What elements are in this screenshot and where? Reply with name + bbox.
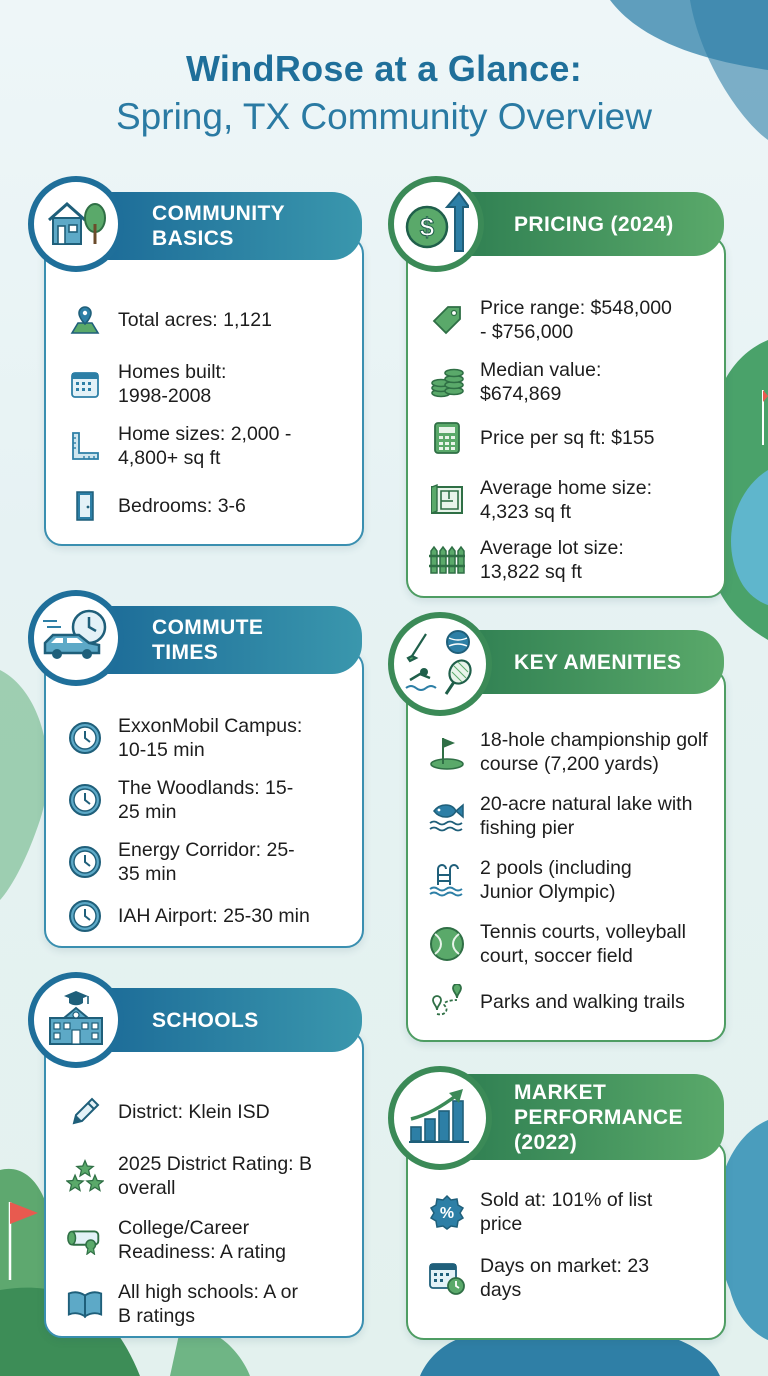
- school-building-icon: [44, 988, 108, 1053]
- homes-built: Homes built: 1998-2008: [118, 361, 227, 407]
- amenities-badge: [388, 612, 492, 716]
- calendar-clock-icon: [428, 1259, 466, 1297]
- tennis-ball-icon: [428, 925, 466, 963]
- diploma-icon: [66, 1221, 104, 1259]
- list-item: [428, 726, 712, 778]
- list-item: [428, 1186, 712, 1238]
- list-item: [66, 298, 350, 342]
- list-item: [66, 1092, 350, 1132]
- days-on-market: Days on market: 23 days: [480, 1255, 650, 1301]
- list-item: [428, 854, 712, 906]
- community-basics-heading: COMMUNITY BASICS: [152, 202, 285, 250]
- floor-plan-icon: [428, 481, 466, 519]
- price-tag-icon: [428, 301, 466, 339]
- market-card: [406, 1140, 726, 1340]
- list-item: [66, 836, 350, 888]
- amenity-trails: Parks and walking trails: [480, 991, 685, 1013]
- schools-heading: SCHOOLS: [152, 1008, 259, 1032]
- price-per-sqft: Price per sq ft: $155: [480, 427, 655, 449]
- pricing-badge: [388, 176, 484, 272]
- average-home-size: Average home size: 4,323 sq ft: [480, 477, 652, 523]
- calculator-icon: [428, 419, 466, 457]
- pricing-header: [458, 192, 724, 256]
- average-lot-size: Average lot size: 13,822 sq ft: [480, 537, 624, 583]
- list-item: [66, 486, 350, 526]
- list-item: [428, 1252, 712, 1304]
- calendar-icon: [66, 365, 104, 403]
- bedrooms: Bedrooms: 3-6: [118, 495, 246, 517]
- amenities-card: [406, 668, 726, 1042]
- school-district: District: Klein ISD: [118, 1101, 270, 1123]
- clock-icon: [66, 781, 104, 819]
- list-item: [66, 360, 350, 408]
- commute-exxonmobil: ExxonMobil Campus: 10-15 min: [118, 715, 303, 761]
- map-pin-icon: [66, 301, 104, 339]
- community-basics-badge: [28, 176, 124, 272]
- list-item: [428, 790, 712, 842]
- list-item: [428, 918, 712, 970]
- bar-chart-arrow-icon: [407, 1087, 473, 1150]
- ruler-square-icon: [66, 427, 104, 465]
- stars-icon: [66, 1157, 104, 1195]
- book-icon: [66, 1285, 104, 1323]
- community-basics-header: [96, 192, 362, 260]
- price-range: Price range: $548,000 - $756,000: [480, 297, 672, 343]
- high-school-ratings: All high schools: A or B ratings: [118, 1281, 298, 1327]
- pricing-card: [406, 236, 726, 598]
- median-value: Median value: $674,869: [480, 359, 602, 405]
- list-item: [66, 422, 350, 470]
- amenity-golf: 18-hole championship golf course (7,200 yards): [480, 729, 708, 775]
- market-badge: [388, 1066, 492, 1170]
- commute-badge: [28, 590, 124, 686]
- amenity-courts: Tennis courts, volleyball court, soccer field: [480, 921, 686, 967]
- list-item: [66, 774, 350, 826]
- page-title: [0, 48, 768, 138]
- amenities-heading: KEY AMENITIES: [514, 650, 682, 674]
- list-item: [428, 534, 712, 586]
- golf-flag-icon: [428, 733, 466, 771]
- list-item: [66, 896, 350, 936]
- fish-icon: [428, 797, 466, 835]
- commute-woodlands: The Woodlands: 15-25 min: [118, 777, 294, 823]
- list-item: [66, 1150, 350, 1202]
- total-acres: Total acres: 1,121: [118, 309, 272, 331]
- list-item: [428, 356, 712, 408]
- pencil-icon: [66, 1093, 104, 1131]
- list-item: [66, 1278, 350, 1330]
- dollar-arrow-icon: [403, 191, 469, 258]
- home-sizes: Home sizes: 2,000 - 4,800+ sq ft: [118, 423, 292, 469]
- market-heading: MARKET PERFORMANCE (2022): [514, 1080, 683, 1154]
- coin-stack-icon: [428, 363, 466, 401]
- title-line-1: WindRose at a Glance:: [185, 48, 583, 89]
- commute-heading: COMMUTE TIMES: [152, 616, 264, 664]
- door-icon: [66, 487, 104, 525]
- sports-icon: [404, 628, 476, 701]
- commute-energy-corridor: Energy Corridor: 25-35 min: [118, 839, 295, 885]
- sold-at-list-price: Sold at: 101% of list price: [480, 1189, 653, 1235]
- svg-text:%: %: [439, 1205, 455, 1222]
- market-header: [458, 1074, 724, 1160]
- list-item: [66, 712, 350, 764]
- car-clock-icon: [41, 607, 111, 670]
- list-item: [428, 982, 712, 1022]
- clock-icon: [66, 719, 104, 757]
- house-tree-icon: [43, 194, 109, 255]
- trail-pin-icon: [428, 983, 466, 1021]
- commute-iah: IAH Airport: 25-30 min: [118, 905, 310, 927]
- clock-icon: [66, 897, 104, 935]
- percent-badge-icon: [428, 1193, 466, 1231]
- pricing-heading: PRICING (2024): [514, 212, 674, 236]
- community-basics-card: [44, 236, 364, 546]
- college-career-readiness: College/Career Readiness: A rating: [118, 1217, 287, 1263]
- list-item: [428, 416, 712, 460]
- amenity-lake: 20-acre natural lake with fishing pier: [480, 793, 693, 839]
- list-item: [66, 1214, 350, 1266]
- amenities-header: [458, 630, 724, 694]
- schools-badge: [28, 972, 124, 1068]
- commute-card: [44, 650, 364, 948]
- list-item: [428, 294, 712, 346]
- district-rating: 2025 District Rating: B overall: [118, 1153, 313, 1199]
- svg-text:$: $: [419, 211, 435, 242]
- pool-ladder-icon: [428, 861, 466, 899]
- schools-header: [96, 988, 362, 1052]
- list-item: [428, 474, 712, 526]
- schools-card: [44, 1030, 364, 1338]
- commute-header: [96, 606, 362, 674]
- title-line-2: Spring, TX Community Overview: [116, 96, 652, 137]
- clock-icon: [66, 843, 104, 881]
- fence-icon: [428, 541, 466, 579]
- amenity-pools: 2 pools (including Junior Olympic): [480, 857, 632, 903]
